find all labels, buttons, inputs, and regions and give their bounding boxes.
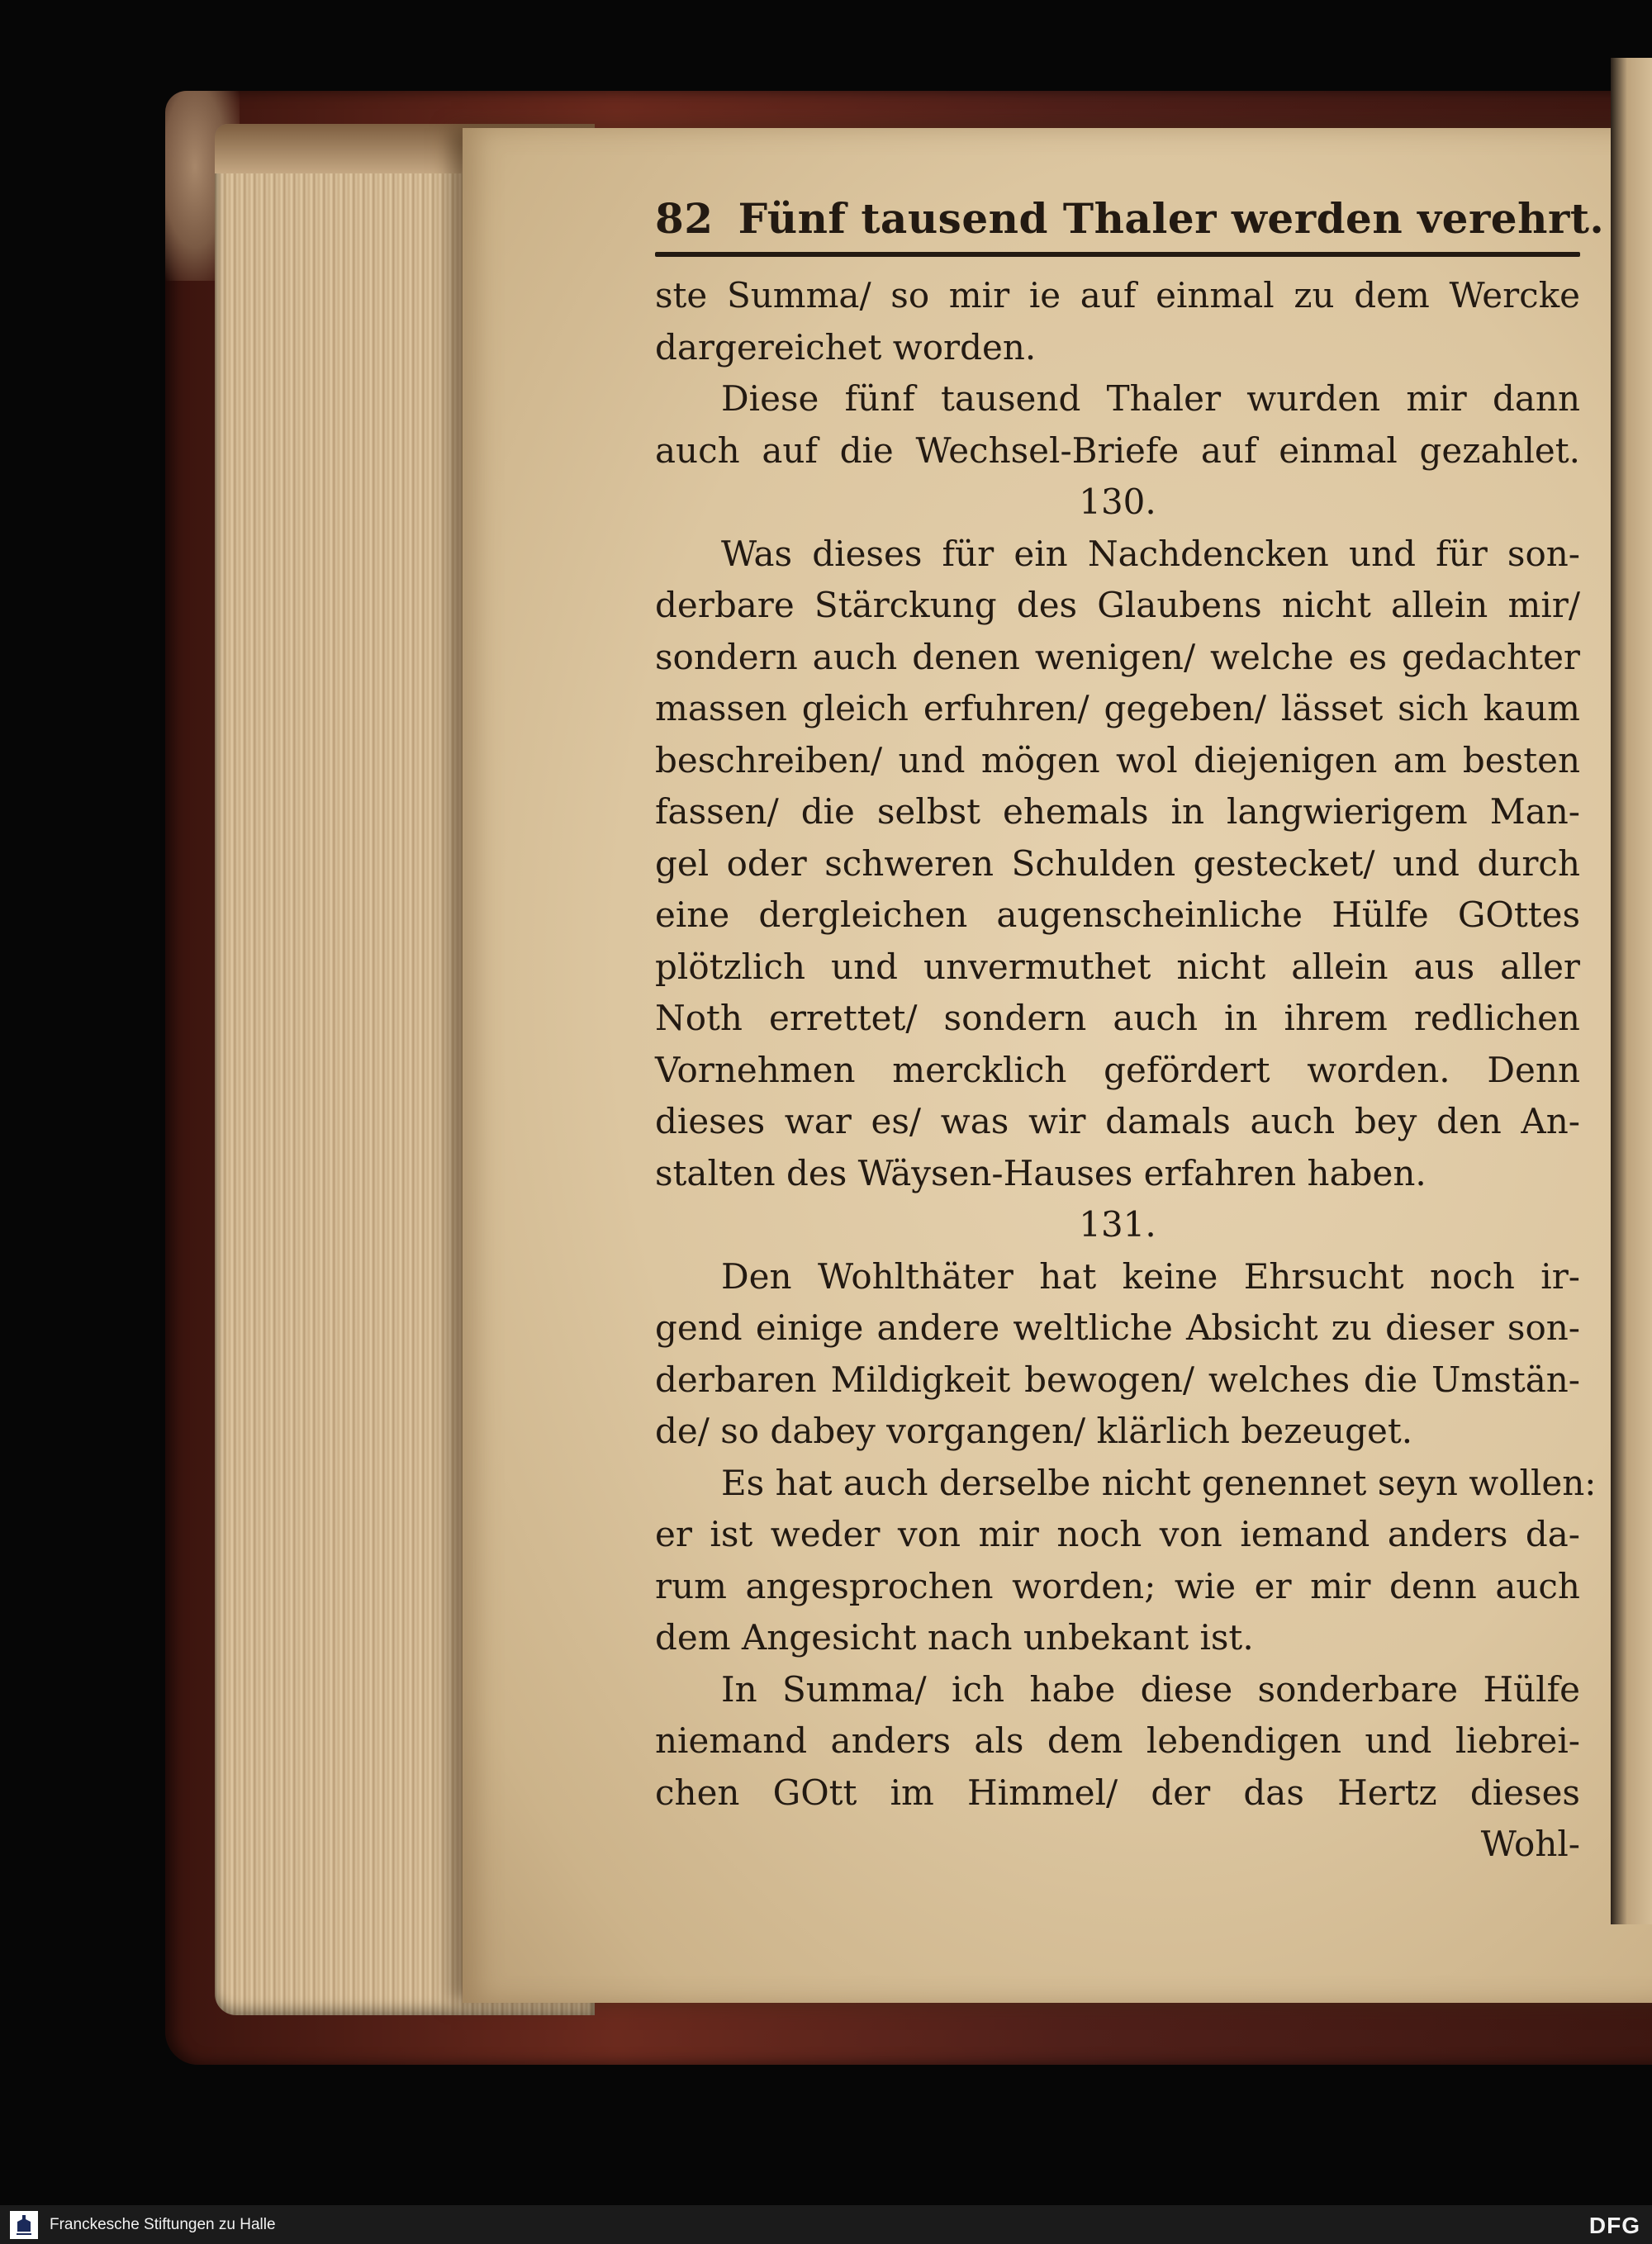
text-line: chen GOtt im Himmel/ der das Hertz dieses (655, 1772, 1580, 1813)
text-line: 130. (1079, 482, 1156, 522)
header-rule (655, 252, 1580, 257)
text-line: dem Angesicht nach unbekant ist. (655, 1617, 1254, 1658)
text-line: 131. (1079, 1204, 1156, 1245)
text-line: derbaren Mildigkeit bewogen/ welches die Umstän- (655, 1359, 1580, 1400)
text-line: dargereichet worden. (655, 326, 1037, 368)
text-line: ste Summa/ so mir ie auf einmal zu dem Wercke (655, 275, 1580, 315)
text-line: rum angesprochen worden; wie er mir denn auch (655, 1565, 1580, 1606)
text-line: gel oder schweren Schulden gestecket/ und durch (655, 842, 1580, 884)
text-line: derbare Stärckung des Glaubens nicht allein mir/ (655, 585, 1580, 625)
text-line: Es hat auch derselbe nicht genennet seyn wollen: (721, 1462, 1597, 1503)
text-line: Was dieses für ein Nachdencken und für son- (721, 533, 1580, 574)
text-line: massen gleich erfuhren/ gegeben/ lässet sich kaum (655, 688, 1580, 728)
text-line: plötzlich und unvermuthet nicht allein aus aller (655, 946, 1580, 987)
text-line: Vornehmen mercklich gefördert worden. Denn (655, 1049, 1580, 1090)
text-line: sondern auch denen wenigen/ welche es gedachter (655, 636, 1580, 677)
text-line: In Summa/ ich habe diese sonderbare Hülfe (721, 1668, 1580, 1710)
dfg-badge: DFG (1588, 2213, 1640, 2238)
page-text (655, 194, 1605, 1871)
text-line: eine dergleichen augenscheinliche Hülfe GOttes (655, 894, 1580, 935)
text-line: dieses war es/ was wir damals auch bey den An- (655, 1101, 1580, 1141)
text-line: stalten des Wäysen-Hauses erfahren haben. (655, 1152, 1427, 1193)
institution-name[interactable]: Franckesche Stiftungen zu Halle (50, 2215, 276, 2233)
text-line: Noth errettet/ sondern auch in ihrem redlichen (655, 998, 1580, 1038)
text-line: Wohl- (1480, 1824, 1580, 1864)
text-line: er ist weder von mir noch von iemand anders da- (655, 1514, 1580, 1554)
facing-page-edge (1611, 58, 1652, 1924)
text-line: Diese fünf tausend Thaler wurden mir dann (721, 378, 1580, 419)
running-title: Fünf tausend Thaler werden verehrt. (738, 194, 1605, 243)
text-line: fassen/ die selbst ehemals in langwierigem Man- (655, 791, 1580, 832)
text-line: Den Wohlthäter hat keine Ehrsucht noch ir- (721, 1255, 1580, 1297)
page-header (655, 194, 1605, 249)
text-line: de/ so dabey vorgangen/ klärlich bezeuget. (655, 1411, 1413, 1451)
text-line: gend einige andere weltliche Absicht zu dieser son- (655, 1307, 1580, 1348)
franckesche-stiftungen-logo-icon[interactable] (10, 2211, 38, 2239)
text-line: niemand anders als dem lebendigen und liebrei- (655, 1720, 1580, 1761)
page-number: 82 (655, 194, 714, 243)
text-line: beschreiben/ und mögen wol diejenigen am besten (655, 739, 1580, 780)
viewer-footer (0, 2205, 1652, 2244)
text-line: auch auf die Wechsel-Briefe auf einmal gezahlet. (655, 429, 1580, 471)
body-text (655, 270, 1597, 1871)
